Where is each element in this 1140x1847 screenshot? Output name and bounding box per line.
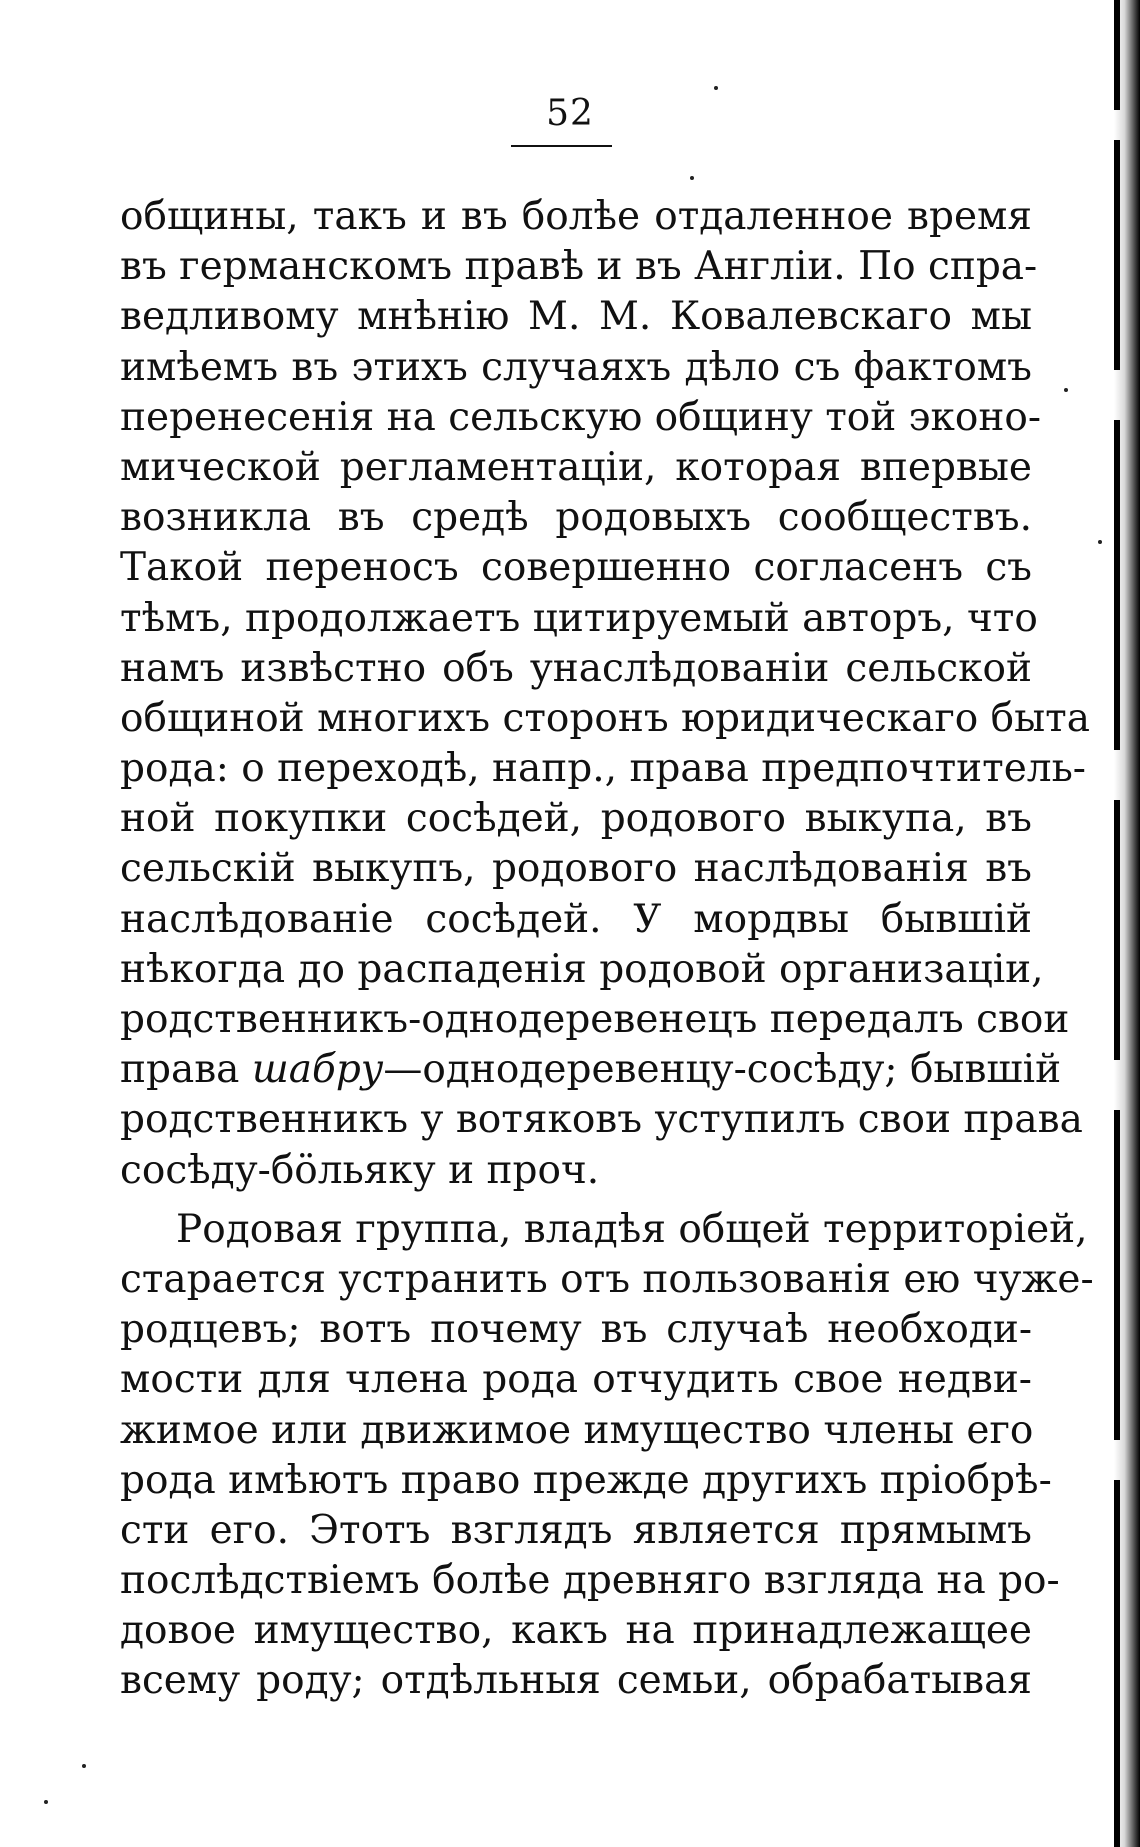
paragraph-2 (120, 1205, 1094, 1707)
text-line: имѣемъ въ этихъ случаяхъ дѣло съ фактомъ (120, 344, 1032, 390)
binding-edge-mark (1114, 140, 1120, 370)
text-line: родственникъ-однодеревенецъ передалъ свои (120, 997, 1070, 1042)
binding-edge-mark (1114, 1110, 1120, 1440)
text-line: родцевъ; вотъ почему въ случаѣ необходи- (120, 1307, 1032, 1353)
text-line: общиной многихъ сторонъ юридическаго быта (120, 695, 1090, 741)
text-line: старается устранить отъ пользованія ею чуже- (120, 1256, 1094, 1302)
text-line: рода: о переходѣ, напр., права предпочтитель- (120, 746, 1086, 792)
text-run: —однодеревенцу-сосѣду; бывшій (383, 1047, 1062, 1093)
scan-speck (44, 1800, 48, 1804)
text-run: права (120, 1047, 252, 1093)
text-line-with-italic (120, 1045, 1062, 1095)
text-line: Родовая группа, владѣя общей территоріей, (176, 1206, 1088, 1252)
binding-edge-mark (1114, 420, 1120, 750)
text-line: возникла въ средѣ родовыхъ сообществъ. (120, 495, 1032, 541)
text-line: всему роду; отдѣльныя семьи, обрабатывая (120, 1658, 1032, 1704)
paragraph-1 (120, 192, 1090, 1196)
binding-edge-mark (1114, 1480, 1120, 1847)
text-line: ведливому мнѣнію М. М. Ковалевскаго мы (120, 294, 1032, 340)
text-line: сельскій выкупъ, родового наслѣдованія въ (120, 846, 1032, 892)
scan-speck (714, 86, 718, 90)
text-line: рода имѣютъ право прежде другихъ пріобрѣ- (120, 1457, 1052, 1503)
text-line: сосѣду-бöльяку и проч. (120, 1147, 600, 1193)
binding-edge-mark (1114, 0, 1120, 110)
text-line: ной покупки сосѣдей, родового выкупа, въ (120, 796, 1032, 842)
text-line: тѣмъ, продолжаетъ цитируемый авторъ, что (120, 595, 1038, 641)
text-line: жимое или движимое имущество члены его (120, 1407, 1034, 1453)
text-line: родственникъ у вотяковъ уступилъ свои права (120, 1097, 1083, 1143)
page-number-rule (511, 145, 612, 147)
text-line: перенесенія на сельскую общину той эконо- (120, 394, 1042, 440)
text-column (120, 192, 1094, 1707)
text-line: довое имущество, какъ на принадлежащее (120, 1608, 1032, 1654)
scan-speck (1098, 540, 1102, 544)
text-line: нѣкогда до распаденія родовой организаціи, (120, 946, 1044, 992)
italic-term: шабру (251, 1047, 384, 1093)
binding-edge-mark (1114, 800, 1120, 1060)
text-line: наслѣдованіе сосѣдей. У мордвы бывшій (120, 896, 1032, 942)
paragraph-gap (120, 1196, 1032, 1205)
text-line: мической регламентаціи, которая впервые (120, 444, 1032, 490)
text-line: послѣдствіемъ болѣе древняго взгляда на ро- (120, 1558, 1060, 1604)
text-line: общины, такъ и въ болѣе отдаленное время (120, 194, 1032, 239)
scan-speck (690, 176, 694, 180)
text-line: намъ извѣстно объ унаслѣдованіи сельской (120, 645, 1032, 691)
text-line: въ германскомъ правѣ и въ Англіи. По спра- (120, 244, 1038, 290)
page-number: 52 (546, 93, 594, 134)
scan-speck (1064, 388, 1068, 392)
scan-speck (82, 1764, 86, 1768)
text-line: мости для члена рода отчудить свое недви- (120, 1357, 1032, 1403)
text-line: сти его. Этотъ взглядъ является прямымъ (120, 1507, 1032, 1553)
text-line: Такой переносъ совершенно согласенъ съ (120, 545, 1032, 591)
